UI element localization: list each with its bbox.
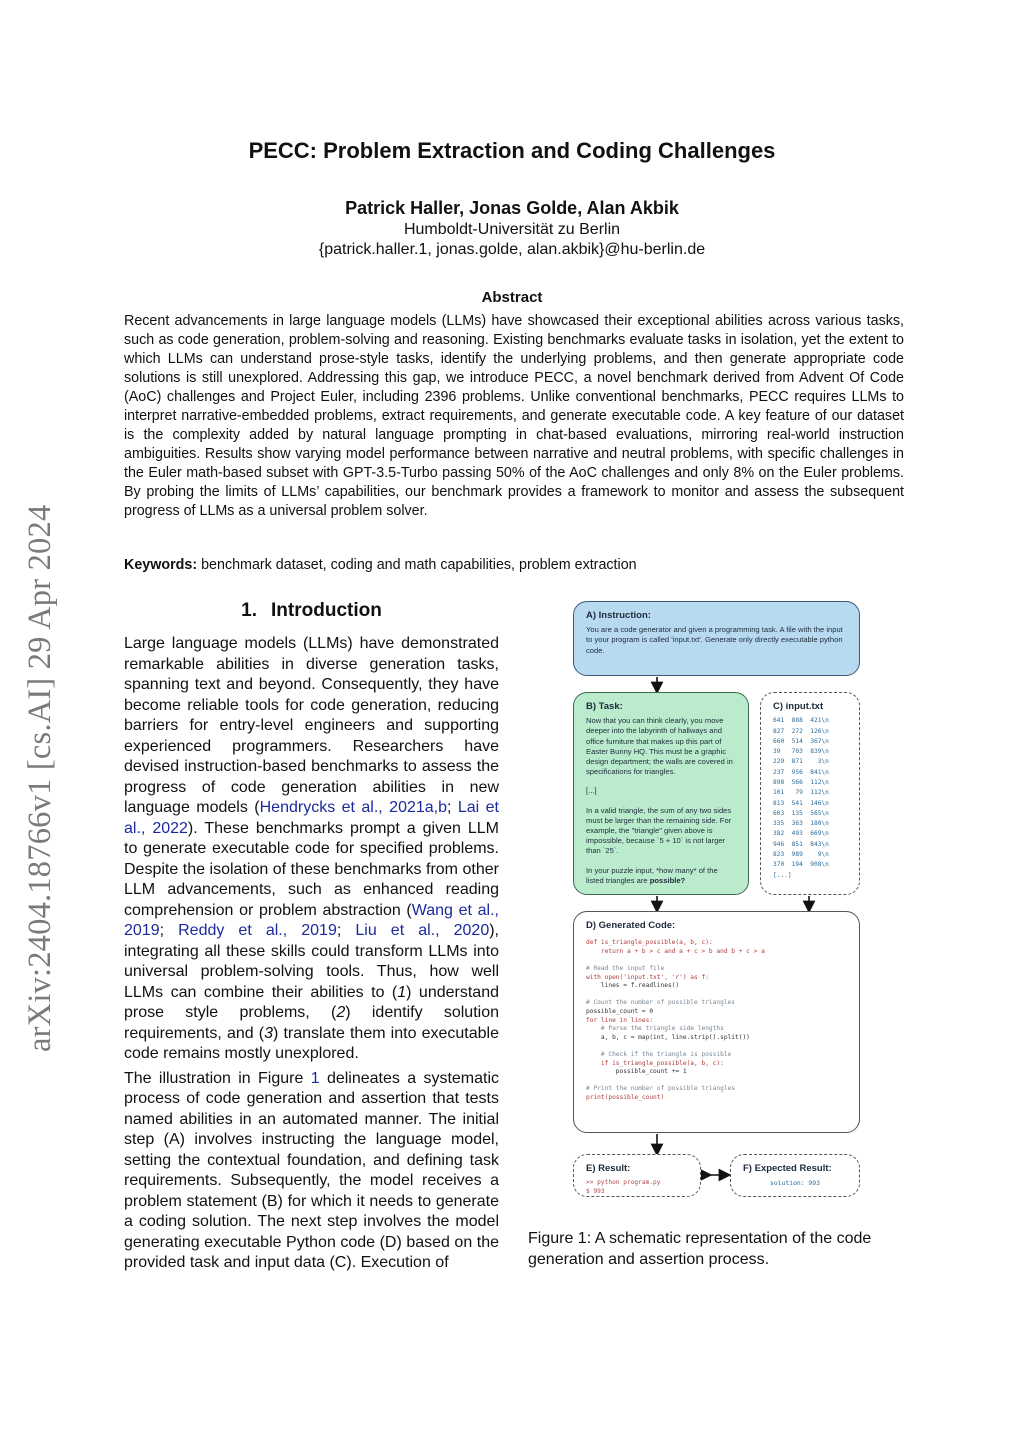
code-line: lines = f.readlines() xyxy=(586,982,680,990)
result-title: E) Result: xyxy=(586,1163,631,1174)
text-run: ; xyxy=(336,922,356,939)
code-line: return a + b > c and a + c > b and b + c > a xyxy=(586,947,765,955)
text-run: ), integrating all these skills could transform LLMs into universal problem-solving tools. Thus, how well LLMs can combine their abilities to ( xyxy=(124,922,499,1001)
result-box xyxy=(573,1154,701,1197)
task-paragraph: Now that you can think clearly, you move deeper into the labyrinth of hallways and office furniture that makes up this part of Easter Bunny HQ. This must be a graphic design department; the walls are covered in specifications for triangles. xyxy=(586,716,733,777)
text-run: ). These benchmarks prompt a given LLM to generate executable code for specified problems. Despite the isolation of these benchmarks from other LLM advancements, such as enhanced reading comprehension or problem abstraction ( xyxy=(124,819,499,919)
citation-link[interactable]: Hendrycks et al., 2021a,b xyxy=(259,799,447,816)
abstract-text: Recent advancements in large language models (LLMs) have showcased their exceptional abilities across various tasks, such as code generation, problem-solving and reasoning. Existing benchmarks evaluate tasks in isolation, yet the extent to which LLMs can understand prose-style tasks, identify the underlying problems, and then generate appropriate code solutions is still unexplored. Addressing this gap, we introduce PECC, a novel benchmark derived from Advent Of Code (AoC) challenges and Project Euler, including 2396 problems. Unlike conventional benchmarks, PECC requires LLMs to interpret narrative-embedded problems, extract requirements, and generate executable code. A key feature of our dataset is the complexity added by natural language prompting in chat-based evaluations, mirroring real-world instruction ambiguities. Results show varying model performance between narrative and neutral problems, with specific challenges in the Euler math-based subset with GPT-3.5-Turbo passing 50% of the AoC challenges and only 8% on the Euler problems. By probing the limits of LLMs’ capabilities, our benchmark provides a framework to monitor and assess the subsequent progress of LLMs as a universal problem solver. xyxy=(124,313,904,519)
figure-1-diagram xyxy=(570,598,862,1202)
enum-number: 2 xyxy=(336,1004,346,1021)
enum-number: 1 xyxy=(397,983,407,1001)
input-file-title: C) input.txt xyxy=(773,701,824,712)
task-question-text: In your puzzle input, *how many* of the listed triangles are xyxy=(586,865,718,885)
section-heading xyxy=(124,600,499,622)
input-row: 370 194 908\n xyxy=(773,861,829,869)
citation-link[interactable]: Liu et al., 2020 xyxy=(355,922,490,939)
keywords-text: benchmark dataset, coding and math capabilities, problem extraction xyxy=(201,557,637,573)
input-row: [...] xyxy=(773,871,792,879)
paper-title: PECC: Problem Extraction and Coding Challenges xyxy=(248,138,776,163)
expected-result-value: solution: 993 xyxy=(769,1179,821,1188)
input-row: 813 541 146\n xyxy=(773,799,829,807)
author-list: Patrick Haller, Jonas Golde, Alan Akbik xyxy=(345,198,679,218)
instruction-box xyxy=(573,601,860,676)
code-line xyxy=(586,956,847,965)
input-row: 946 851 843\n xyxy=(773,840,829,848)
instruction-title: A) Instruction: xyxy=(586,610,651,621)
code-line: # Read the input file xyxy=(586,964,665,972)
text-run: The illustration in Figure xyxy=(124,1069,311,1087)
instruction-text: You are a code generator and given a programming task. A file with the input to your program is called 'input.txt'. Generate only directly executable python code. xyxy=(586,625,843,655)
code-line: for line in lines: xyxy=(586,1016,654,1024)
intro-paragraph-2 xyxy=(124,1069,499,1274)
input-row: 101 79 112\n xyxy=(773,789,829,797)
code-line: # Parse the triangle side lengths xyxy=(586,1025,724,1033)
keywords-label: Keywords: xyxy=(124,557,198,573)
text-run: ) identify solution requirements, and ( xyxy=(124,1004,500,1042)
code-line: print(possible_count) xyxy=(586,1093,665,1101)
figure-reference-link[interactable]: 1 xyxy=(310,1069,320,1087)
task-ellipsis: [...] xyxy=(586,786,597,796)
enum-number: 3 xyxy=(264,1024,274,1042)
result-command: >> python program.py xyxy=(586,1179,661,1187)
input-row: 382 493 669\n xyxy=(773,830,829,838)
input-file-box xyxy=(760,692,860,895)
input-row: 237 956 841\n xyxy=(773,768,829,776)
text-run: ) understand prose style problems, ( xyxy=(124,983,499,1021)
input-row: 827 272 126\n xyxy=(773,727,829,735)
keywords xyxy=(124,557,904,573)
citation-link[interactable]: Lai et al., 2022 xyxy=(124,799,499,837)
text-run: ) translate them into executable code remains mostly unexplored. xyxy=(124,1024,499,1062)
task-question-emphasis: possible? xyxy=(649,875,686,885)
intro-paragraph-1 xyxy=(124,634,499,1065)
code-line: possible_count += 1 xyxy=(586,1068,687,1076)
generated-code-title: D) Generated Code: xyxy=(586,920,676,931)
author-emails: {patrick.haller.1, jonas.golde, alan.akbik}@hu-berlin.de xyxy=(318,241,706,258)
code-block xyxy=(586,939,847,1102)
code-line: # Count the number of possible triangles xyxy=(586,999,736,1007)
input-row: 229 871 3\n xyxy=(773,758,829,766)
input-row: 641 888 421\n xyxy=(773,717,829,725)
citation-link[interactable]: Wang et al., 2019 xyxy=(124,901,499,939)
generated-code-box xyxy=(573,911,860,1133)
input-file-rows xyxy=(773,716,847,881)
code-line: # Check if the triangle is possible xyxy=(586,1050,732,1058)
text-run: ; xyxy=(159,922,179,939)
code-line: possible_count = 0 xyxy=(586,1007,654,1015)
code-line: # Print the number of possible triangles xyxy=(586,1085,736,1093)
task-title: B) Task: xyxy=(586,701,623,712)
input-row: 39 703 839\n xyxy=(773,748,829,756)
section-number: 1. xyxy=(241,600,258,621)
input-row: 603 135 565\n xyxy=(773,809,829,817)
code-line: if is_triangle_possible(a, b, c): xyxy=(586,1059,724,1067)
input-row: 898 566 112\n xyxy=(773,778,829,786)
affiliation: Humboldt-Universität zu Berlin xyxy=(403,221,621,238)
figure-caption: Figure 1: A schematic representation of the code generation and assertion process. xyxy=(528,1230,872,1268)
arxiv-identifier: arXiv:2404.18766v1 [cs.AI] 29 Apr 2024 xyxy=(22,504,58,1052)
task-question xyxy=(586,866,736,886)
input-row: 823 989 9\n xyxy=(773,851,829,859)
task-paragraph: In a valid triangle, the sum of any two sides must be larger than the remaining side. For example, the "triangle" given above is impossible, because `5 + 10` is not larger than `25`. xyxy=(586,805,732,856)
intro-body xyxy=(124,634,499,1274)
text-run: delineates a systematic process of code generation and assertion that tests named abilities in an automated manner. The initial step (A) involves instructing the language model, setting the contextual foundation, and defining task requirements. Subsequently, the model receives a problem statement (B) for which it needs to generate a coding solution. The next step involves the model generating executable Python code (D) based on the provided task and input data (C). Execution of xyxy=(124,1069,500,1271)
code-line: a, b, c = map(int, line.strip().split()) xyxy=(586,1033,750,1041)
code-line xyxy=(586,1042,847,1051)
code-line xyxy=(586,1077,847,1086)
task-box xyxy=(573,692,749,895)
text-run: Large language models (LLMs) have demonstrated remarkable abilities in diverse generation tasks, spanning text and beyond. Consequently, they have become reliable tools for code generation, reducing barriers for entry-level engineers and supporting experienced programmers. Researchers have devised instruction-based benchmarks to assess the progress of code generation abilities in new language models ( xyxy=(124,635,499,816)
text-run: ; xyxy=(447,799,458,816)
expected-result-box xyxy=(730,1154,860,1197)
input-row: 660 514 367\n xyxy=(773,737,829,745)
input-row: 335 363 180\n xyxy=(773,820,829,828)
result-output: $ 993 xyxy=(586,1188,605,1196)
citation-link[interactable]: Reddy et al., 2019 xyxy=(178,922,337,939)
section-title: Introduction xyxy=(271,600,382,621)
expected-result-title: F) Expected Result: xyxy=(743,1163,832,1174)
code-line: def is_triangle_possible(a, b, c): xyxy=(586,939,713,947)
code-line: with open('input.txt', 'r') as f: xyxy=(586,973,709,981)
code-line xyxy=(586,991,847,1000)
abstract-heading: Abstract xyxy=(481,289,543,306)
